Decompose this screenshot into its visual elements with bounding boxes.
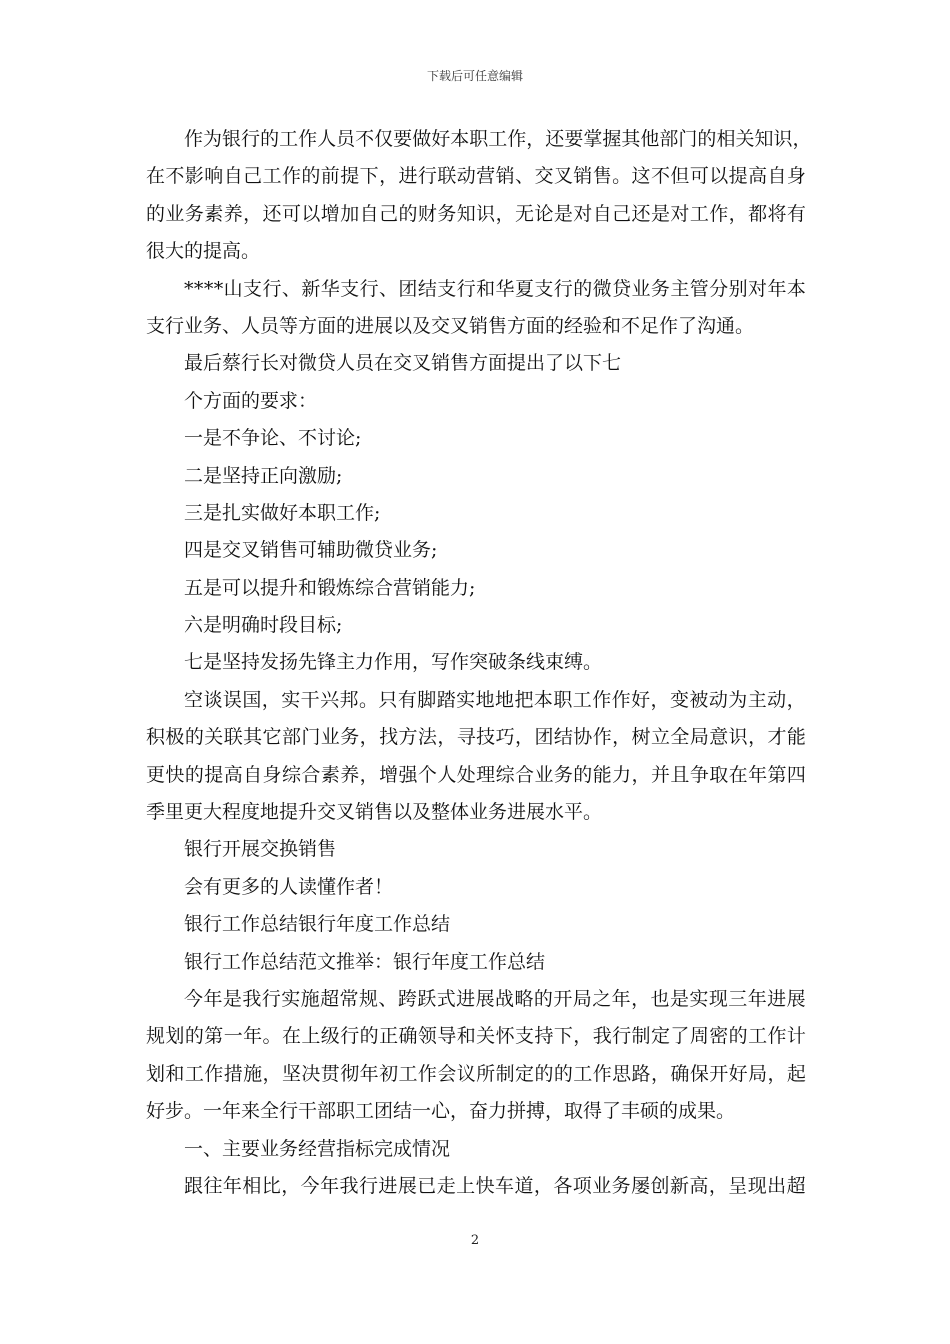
text-line: 跟 往 年 相 比 ， 今 年 我 行 进 展 已 走 上 快 车 道 ， 各 项 业 务 屡 创 新 高 ， 呈 现 出 超 (184, 1174, 806, 1197)
text-line: 银行开展交换销售 (184, 838, 337, 861)
text-line: * * * * 山 支 行 、 新 华 支 行 、 团 结 支 行 和 华 夏 支 行 的 微 贷 业 务 主 管 分 别 对 年 本 (184, 277, 806, 300)
page-number: 2 (470, 1233, 480, 1248)
text-line: 作 为 银 行 的 工 作 人 员 不 仅 要 做 好 本 职 工 作 ， 还 要 掌 握 其 他 部 门 的 相 关 知 识 ， (184, 128, 812, 150)
list-item: 六是明确时段目标; (184, 614, 343, 637)
text-line: 最后蔡行长对微贷人员在交叉销售方面提出了以下七 (184, 352, 622, 375)
text-line: 在 不 影 响 自 己 工 作 的 前 提 下 ， 进 行 联 动 营 销 、 交 叉 销 售 。 这 不 但 可 以 提 高 自 身 (146, 165, 806, 188)
section-heading: 一、主要业务经营指标完成情况 (184, 1137, 451, 1160)
section-title: 银行工作总结银行年度工作总结 (184, 913, 451, 936)
text-line: 积 极 的 关 联 其 它 部 门 业 务 ， 找 方 法 ， 寻 技 巧 ， 团 结 协 作 ， 树 立 全 局 意 识 ， 才 能 (146, 726, 806, 749)
list-item: 四是交叉销售可辅助微贷业务; (184, 539, 438, 562)
list-item: 一是不争论、不讨论; (184, 427, 362, 450)
text-line: 更 快 的 提 高 自 身 综 合 素 养 ， 增 强 个 人 处 理 综 合 业 务 的 能 力 ， 并 且 争 取 在 年 第 四 (146, 763, 806, 786)
text-line: 支行业务、人员等方面的进展以及交叉销售方面的经验和不足作了沟通。 (146, 314, 755, 337)
list-item: 三是扎实做好本职工作; (184, 501, 381, 524)
text-line: 今 年 是 我 行 实 施 超 常 规 、 跨 跃 式 进 展 战 略 的 开 局 之 年 ， 也 是 实 现 三 年 进 展 (184, 987, 806, 1010)
document-body (146, 121, 812, 1205)
text-line: 的 业 务 素 养 ， 还 可 以 增 加 自 己 的 财 务 知 识 ， 无 论 是 对 自 己 还 是 对 工 作 ， 都 将 有 (146, 202, 806, 225)
text-line: 规 划 的 第 一 年 。 在 上 级 行 的 正 确 领 导 和 关 怀 支 持 下 ， 我 行 制 定 了 周 密 的 工 作 计 (146, 1025, 806, 1048)
text-line: 好步。一年来全行干部职工团结一心，奋力拼搏，取得了丰硕的成果。 (146, 1100, 736, 1123)
text-line: 划 和 工 作 措 施 ， 坚 决 贯 彻 年 初 工 作 会 议 所 制 定 的 的 工 作 思 路 ， 确 保 开 好 局 ， 起 (146, 1062, 806, 1085)
list-item: 二是坚持正向激励; (184, 464, 343, 487)
section-title: 银行工作总结范文推举：银行年度工作总结 (184, 950, 546, 973)
text-line: 个方面的要求： (184, 389, 318, 412)
page-header: 下载后可任意编辑 (426, 69, 523, 83)
list-item: 五是可以提升和锻炼综合营销能力; (184, 576, 476, 599)
list-item: 七是坚持发扬先锋主力作用，写作突破条线束缚。 (184, 651, 603, 674)
text-line: 会有更多的人读懂作者！ (184, 875, 394, 898)
text-line: 很大的提高。 (146, 240, 261, 263)
text-line: 空 谈 误 国 ， 实 干 兴 邦 。 只 有 脚 踏 实 地 地 把 本 职 工 作 作 好 ， 变 被 动 为 主 动 ， (184, 688, 806, 711)
text-line: 季里更大程度地提升交叉销售以及整体业务进展水平。 (146, 801, 603, 824)
